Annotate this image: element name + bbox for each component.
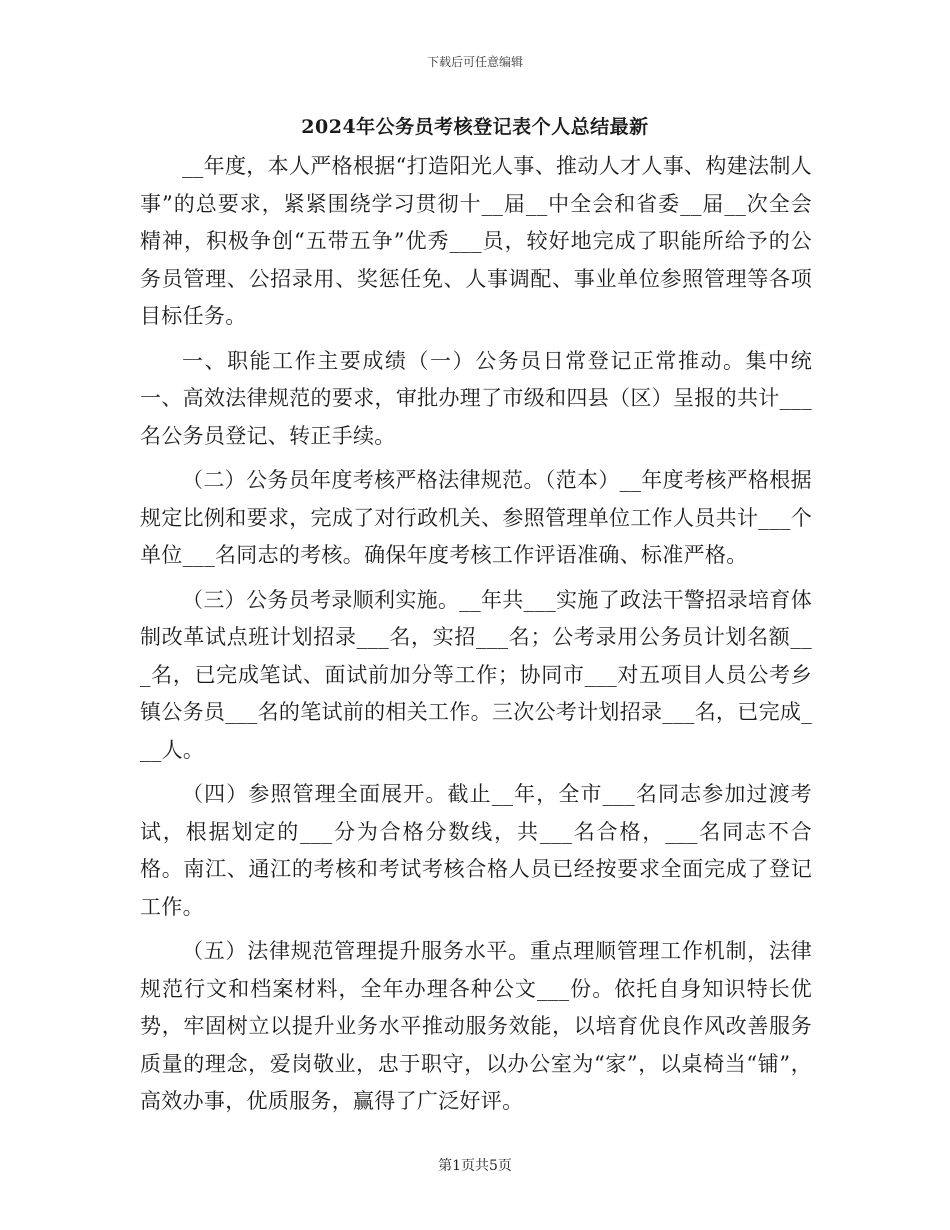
document-body <box>140 148 812 1128</box>
paragraph-section-1: 一、职能工作主要成绩（一）公务员日常登记正常推动。集中统一、高效法律规范的要求，审批办理了市级和四县（区）呈报的共计___名公务员登记、转正手续。 <box>140 348 812 448</box>
paragraph-section-4: （四）参照管理全面展开。截止__年，全市___名同志参加过渡考试，根据划定的___分为合格分数线，共___名合格，___名同志不合格。南江、通江的考核和考试考核合格人员已经按要求全面完成了登记工作。 <box>140 782 812 919</box>
paragraph-intro: __年度，本人严格根据“打造阳光人事、推动人才人事、构建法制人事”的总要求，紧紧围绕学习贯彻十__届__中全会和省委__届__次全会精神，积极争创“五带五争”优秀___员，较好地完成了职能所给予的公务员管理、公招录用、奖惩任免、人事调配、事业单位参照管理等各项目标任务。 <box>140 154 812 328</box>
paragraph-section-2: （二）公务员年度考核严格法律规范。（范本）__年度考核严格根据规定比例和要求，完成了对行政机关、参照管理单位工作人员共计___个单位___名同志的考核。确保年度考核工作评语准确、标准严格。 <box>140 468 812 567</box>
paragraph-section-3: （三）公务员考录顺利实施。__年共___实施了政法干警招录培育体制改革试点班计划招录___名，实招___名；公考录用公务员计划名额___名，已完成笔试、面试前加分等工作；协同市___对五项目人员公考乡镇公务员___名的笔试前的相关工作。三次公考计划招录___名，已完成___人。 <box>140 587 812 762</box>
paragraph-section-5: （五）法律规范管理提升服务水平。重点理顺管理工作机制，法律规范行文和档案材料，全年办理各种公文___份。依托自身知识特长优势，牢固树立以提升业务水平推动服务效能，以培育优良作风改善服务质量的理念，爱岗敬业，忠于职守，以办公室为“家”，以桌椅当“铺”，高效办事，优质服务，赢得了广泛好评。 <box>140 939 812 1113</box>
document-title: 2024年公务员考核登记表个人总结最新 <box>301 116 649 138</box>
header-note: 下载后可任意编辑 <box>426 55 523 69</box>
page-indicator: 第1页共5页 <box>438 1158 512 1174</box>
